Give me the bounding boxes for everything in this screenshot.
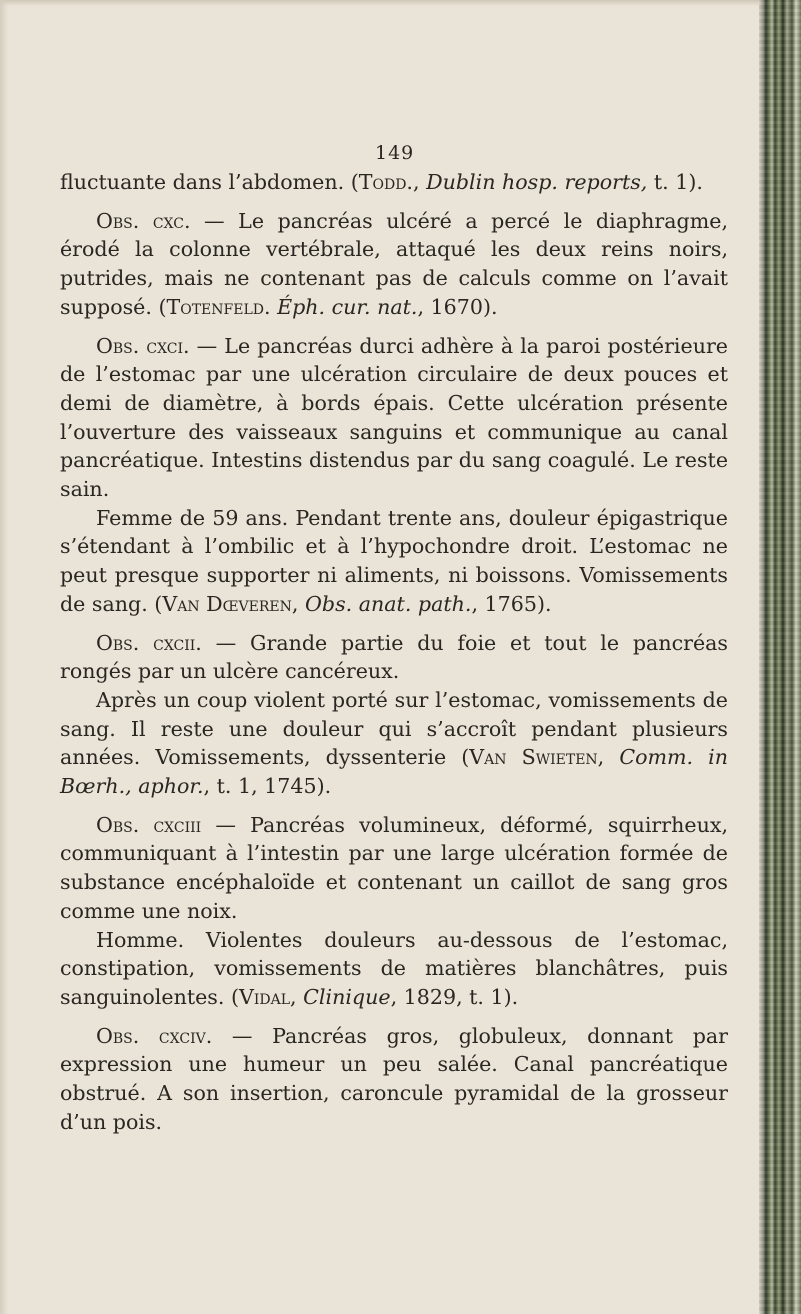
italic-citation-text: Comm. in Bœrh., aphor.	[60, 745, 729, 799]
page-top-edge	[0, 0, 790, 6]
body-text: — Le pancréas ulcéré a percé le diaphragme, érodé la colonne vertébrale, attaqué les deux reins noirs, putrides, mais ne contenant pas de calculs comme on l’avait supposé. (	[60, 208, 728, 319]
paragraph-obs-cxciv	[60, 1022, 728, 1137]
italic-citation-text: Clinique	[303, 984, 391, 1009]
body-text: Après un coup violent porté sur l’estomac, vomissements de sang. Il reste une douleur qui s’accroît pendant plusieurs années. Vomissements, dyssenterie (	[60, 687, 728, 770]
small-caps-text: Obs. cxcii.	[96, 630, 202, 655]
body-text: ,	[597, 745, 620, 770]
small-caps-text: Obs. cxciv.	[96, 1023, 213, 1048]
body-text: — Pancréas gros, globuleux, donnant par expression une humeur un peu salée. Canal pancréatique obstrué. A son insertion, caroncule pyramidal de la grosseur d’un pois.	[60, 1023, 729, 1134]
body-text: — Grande partie du foie et tout le pancréas rongés par un ulcère cancéreux.	[60, 630, 728, 684]
small-caps-text: Obs. cxciii	[96, 812, 202, 837]
body-text: , 1765).	[471, 591, 552, 616]
body-text: , 1670).	[417, 294, 498, 319]
italic-citation-text: Éph. cur. nat.	[277, 294, 418, 319]
paragraph-obs-cxci	[60, 332, 728, 504]
body-text: Femme de 59 ans. Pendant trente ans, douleur épigastrique s’étendant à l’ombilic et à l’hypochondre droit. L’estomac ne peut presque supporter ni aliments, ni boissons. Vomissements de sang. (	[60, 505, 728, 616]
body-text: ,	[412, 170, 427, 194]
small-caps-text: Todd.	[358, 170, 413, 194]
small-caps-text: Obs. cxc.	[96, 208, 191, 233]
paragraph-obs-cxc	[60, 207, 728, 322]
body-text: fluctuante dans l’abdomen. (	[60, 170, 359, 194]
body-text: t. 1).	[647, 170, 703, 194]
page-left-shadow	[0, 0, 8, 1314]
body-text: — Pancréas volumineux, déformé, squirrheux, communiquant à l’intestin par une large ulcération formée de substance encéphaloïde et contenant un caillot de sang gros comme une noix.	[60, 812, 728, 923]
paragraph-obs-cxcii-case	[60, 686, 728, 801]
page-body	[60, 168, 728, 1137]
paragraph-continuation	[60, 168, 728, 197]
body-text: , t. 1, 1745).	[203, 774, 332, 799]
body-text: Homme. Violentes douleurs au-dessous de l’estomac, constipation, vomissements de matières blanchâtres, puis sanguinolentes. (	[60, 927, 728, 1009]
body-text: ,	[290, 984, 304, 1009]
paragraph-obs-cxcii	[60, 629, 728, 686]
italic-citation-text: Dublin hosp. reports,	[426, 170, 648, 194]
small-caps-text: Totenfeld.	[166, 294, 271, 319]
paragraph-obs-cxciii	[60, 811, 728, 926]
book-binding-edge	[759, 0, 801, 1314]
body-text: ,	[291, 591, 305, 616]
small-caps-text: Van Swieten	[469, 745, 598, 770]
paragraph-obs-cxciii-case	[60, 926, 728, 1012]
page-number: 149	[375, 142, 415, 164]
small-caps-text: Van Dœveren	[162, 591, 292, 616]
body-text: — Le pancréas durci adhère à la paroi postérieure de l’estomac par une ulcération circulaire de deux pouces et demi de diamètre, à bords épais. Cette ulcération présente l’ouverture des vaisseaux sanguins et communique au canal pancréatique. Intestins distendus par du sang coagulé. Le reste sain.	[60, 333, 728, 502]
small-caps-text: Obs. cxci.	[96, 333, 190, 358]
italic-citation-text: Obs. anat. path.	[305, 591, 472, 616]
body-text: , 1829, t. 1).	[390, 984, 519, 1009]
small-caps-text: Vidal	[239, 984, 291, 1009]
paragraph-obs-cxci-case	[60, 504, 728, 619]
